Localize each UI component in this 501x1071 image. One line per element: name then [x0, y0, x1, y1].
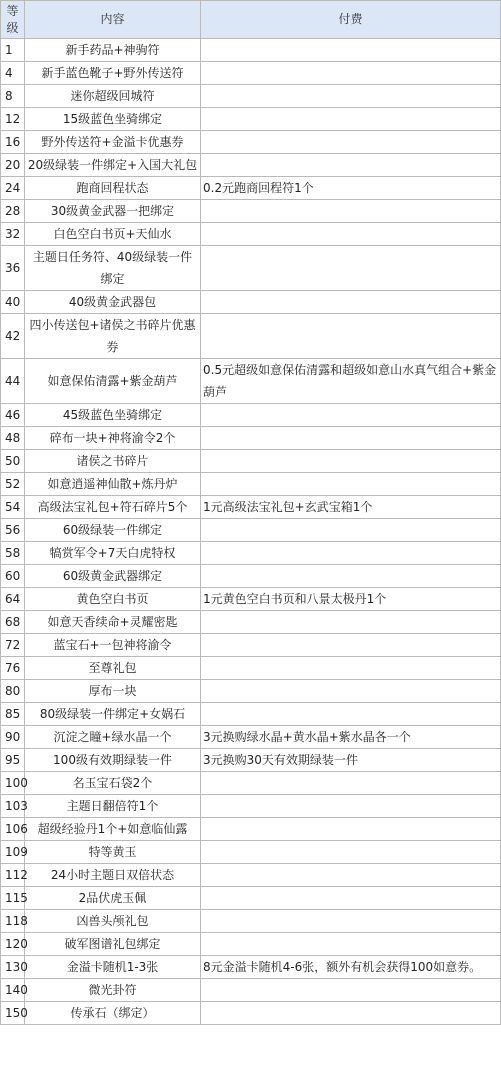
- level-cell[interactable]: 150: [1, 1002, 25, 1025]
- table-row: [1, 246, 501, 291]
- level-cell[interactable]: 58: [1, 542, 25, 565]
- table-row: [1, 39, 501, 62]
- level-cell[interactable]: 24: [1, 177, 25, 200]
- level-cell[interactable]: 60: [1, 565, 25, 588]
- fee-cell[interactable]: 3元换购绿水晶+黄水晶+紫水晶各一个: [201, 726, 501, 749]
- header-row: [1, 1, 501, 39]
- content-cell[interactable]: 40级黄金武器包: [25, 291, 201, 314]
- fee-cell[interactable]: [201, 634, 501, 657]
- level-cell[interactable]: 28: [1, 200, 25, 223]
- table-row: [1, 291, 501, 314]
- level-cell[interactable]: 52: [1, 473, 25, 496]
- fee-cell[interactable]: [201, 864, 501, 887]
- table-row: [1, 85, 501, 108]
- fee-cell[interactable]: [201, 565, 501, 588]
- level-cell[interactable]: 72: [1, 634, 25, 657]
- content-cell[interactable]: 传承石（绑定）: [25, 1002, 201, 1025]
- table-row: [1, 542, 501, 565]
- level-cell[interactable]: 16: [1, 131, 25, 154]
- table-row: [1, 611, 501, 634]
- level-cell[interactable]: 44: [1, 359, 25, 404]
- fee-cell[interactable]: [201, 933, 501, 956]
- table-row: [1, 131, 501, 154]
- table-row: [1, 519, 501, 542]
- table-row: [1, 657, 501, 680]
- content-cell[interactable]: 15级蓝色坐骑绑定: [25, 108, 201, 131]
- level-cell[interactable]: 64: [1, 588, 25, 611]
- table-row: [1, 450, 501, 473]
- table-row: [1, 634, 501, 657]
- table-row: [1, 956, 501, 979]
- table-row: [1, 62, 501, 85]
- fee-cell[interactable]: [201, 39, 501, 62]
- level-cell[interactable]: 103: [1, 795, 25, 818]
- level-cell[interactable]: 100: [1, 772, 25, 795]
- level-cell[interactable]: 95: [1, 749, 25, 772]
- fee-cell[interactable]: [201, 200, 501, 223]
- level-cell[interactable]: 120: [1, 933, 25, 956]
- content-cell[interactable]: 破军图谱礼包绑定: [25, 933, 201, 956]
- content-cell[interactable]: 24小时主题日双倍状态: [25, 864, 201, 887]
- content-cell[interactable]: 微光卦符: [25, 979, 201, 1002]
- content-cell[interactable]: 迷你超级回城符: [25, 85, 201, 108]
- content-cell[interactable]: 厚布一块: [25, 680, 201, 703]
- table-row: [1, 177, 501, 200]
- fee-cell[interactable]: [201, 291, 501, 314]
- content-cell[interactable]: 黄色空白书页: [25, 588, 201, 611]
- fee-cell[interactable]: [201, 314, 501, 359]
- fee-cell[interactable]: 3元换购30天有效期绿装一件: [201, 749, 501, 772]
- content-cell[interactable]: 80级绿装一件绑定+女娲石: [25, 703, 201, 726]
- content-cell[interactable]: 30级黄金武器一把绑定: [25, 200, 201, 223]
- fee-cell[interactable]: 1元高级法宝礼包+玄武宝箱1个: [201, 496, 501, 519]
- level-cell[interactable]: 1: [1, 39, 25, 62]
- level-cell[interactable]: 32: [1, 223, 25, 246]
- fee-cell[interactable]: 1元黄色空白书页和八景太极丹1个: [201, 588, 501, 611]
- level-cell[interactable]: 56: [1, 519, 25, 542]
- content-cell[interactable]: 主题日任务符、40级绿装一件绑定: [25, 246, 201, 291]
- level-cell[interactable]: 85: [1, 703, 25, 726]
- fee-cell[interactable]: [201, 680, 501, 703]
- table-row: [1, 473, 501, 496]
- fee-cell[interactable]: [201, 62, 501, 85]
- table-row: [1, 933, 501, 956]
- content-cell[interactable]: 高级法宝礼包+符石碎片5个: [25, 496, 201, 519]
- content-cell[interactable]: 碎布一块+神将渝令2个: [25, 427, 201, 450]
- table-row: [1, 703, 501, 726]
- table-row: [1, 887, 501, 910]
- level-cell[interactable]: 76: [1, 657, 25, 680]
- fee-cell[interactable]: 0.2元跑商回程符1个: [201, 177, 501, 200]
- level-header-line1: 等: [6, 3, 19, 18]
- fee-cell[interactable]: [201, 131, 501, 154]
- table-row: [1, 565, 501, 588]
- fee-cell[interactable]: [201, 910, 501, 933]
- content-cell[interactable]: 如意天香续命+灵耀密匙: [25, 611, 201, 634]
- content-cell[interactable]: 20级绿装一件绑定+入国大礼包: [25, 154, 201, 177]
- level-cell[interactable]: 42: [1, 314, 25, 359]
- content-cell[interactable]: 45级蓝色坐骑绑定: [25, 404, 201, 427]
- content-cell[interactable]: 新手药品+神驹符: [25, 39, 201, 62]
- level-cell[interactable]: 109: [1, 841, 25, 864]
- fee-cell[interactable]: [201, 772, 501, 795]
- fee-cell[interactable]: [201, 223, 501, 246]
- fee-cell[interactable]: [201, 450, 501, 473]
- content-cell[interactable]: 60级黄金武器绑定: [25, 565, 201, 588]
- fee-cell[interactable]: [201, 703, 501, 726]
- content-cell[interactable]: 如意逍遥神仙散+炼丹炉: [25, 473, 201, 496]
- fee-cell[interactable]: [201, 154, 501, 177]
- table-row: [1, 910, 501, 933]
- table-row: [1, 223, 501, 246]
- level-cell[interactable]: 112: [1, 864, 25, 887]
- level-cell[interactable]: 80: [1, 680, 25, 703]
- level-cell[interactable]: 130: [1, 956, 25, 979]
- content-cell[interactable]: 超级经验丹1个+如意临仙露: [25, 818, 201, 841]
- level-cell[interactable]: 36: [1, 246, 25, 291]
- level-cell[interactable]: 40: [1, 291, 25, 314]
- content-cell[interactable]: 60级绿装一件绑定: [25, 519, 201, 542]
- table-row: [1, 314, 501, 359]
- content-cell[interactable]: 沉淀之瞳+绿水晶一个: [25, 726, 201, 749]
- table-row: [1, 795, 501, 818]
- fee-cell[interactable]: [201, 108, 501, 131]
- level-cell[interactable]: 8: [1, 85, 25, 108]
- content-cell[interactable]: 跑商回程状态: [25, 177, 201, 200]
- fee-cell[interactable]: [201, 427, 501, 450]
- fee-cell[interactable]: [201, 473, 501, 496]
- fee-header: 付费: [201, 1, 501, 39]
- content-cell[interactable]: 诸侯之书碎片: [25, 450, 201, 473]
- table-row: [1, 680, 501, 703]
- fee-cell[interactable]: [201, 404, 501, 427]
- fee-cell[interactable]: 0.5元超级如意保佑清露和超级如意山水真气组合+紫金葫芦: [201, 359, 501, 404]
- content-cell[interactable]: 金溢卡随机1-3张: [25, 956, 201, 979]
- fee-cell[interactable]: 8元金溢卡随机4-6张，额外有机会获得100如意券。: [201, 956, 501, 979]
- table-row: [1, 496, 501, 519]
- content-cell[interactable]: 100级有效期绿装一件: [25, 749, 201, 772]
- level-cell[interactable]: 54: [1, 496, 25, 519]
- table-row: [1, 200, 501, 223]
- content-cell[interactable]: 2品伏虎玉佩: [25, 887, 201, 910]
- level-cell[interactable]: 115: [1, 887, 25, 910]
- table-row: [1, 404, 501, 427]
- level-cell[interactable]: 46: [1, 404, 25, 427]
- level-cell[interactable]: 50: [1, 450, 25, 473]
- content-cell[interactable]: 犒赏军令+7天白虎特权: [25, 542, 201, 565]
- level-cell[interactable]: 118: [1, 910, 25, 933]
- fee-cell[interactable]: [201, 657, 501, 680]
- table-row: [1, 726, 501, 749]
- content-cell[interactable]: 名玉宝石袋2个: [25, 772, 201, 795]
- content-cell[interactable]: 特等黄玉: [25, 841, 201, 864]
- table-row: [1, 979, 501, 1002]
- fee-cell[interactable]: [201, 246, 501, 291]
- level-cell[interactable]: 140: [1, 979, 25, 1002]
- table-row: [1, 818, 501, 841]
- content-cell[interactable]: 蓝宝石+一包神将渝令: [25, 634, 201, 657]
- content-cell[interactable]: 新手蓝色靴子+野外传送符: [25, 62, 201, 85]
- content-cell[interactable]: 四小传送包+诸侯之书碎片优惠券: [25, 314, 201, 359]
- table-row: [1, 154, 501, 177]
- level-cell[interactable]: 48: [1, 427, 25, 450]
- table-row: [1, 108, 501, 131]
- content-cell[interactable]: 如意保佑清露+紫金葫芦: [25, 359, 201, 404]
- table-row: [1, 1002, 501, 1025]
- level-cell[interactable]: 90: [1, 726, 25, 749]
- content-cell[interactable]: 至尊礼包: [25, 657, 201, 680]
- fee-cell[interactable]: [201, 519, 501, 542]
- content-cell[interactable]: 主题日翻倍符1个: [25, 795, 201, 818]
- table-row: [1, 749, 501, 772]
- level-cell[interactable]: 106: [1, 818, 25, 841]
- content-cell[interactable]: 白色空白书页+天仙水: [25, 223, 201, 246]
- level-header: [1, 1, 25, 39]
- table-body: [1, 39, 501, 1025]
- level-cell[interactable]: 4: [1, 62, 25, 85]
- fee-cell[interactable]: [201, 85, 501, 108]
- fee-cell[interactable]: [201, 542, 501, 565]
- fee-cell[interactable]: [201, 1002, 501, 1025]
- content-cell[interactable]: 凶兽头颅礼包: [25, 910, 201, 933]
- fee-cell[interactable]: [201, 979, 501, 1002]
- table-row: [1, 772, 501, 795]
- table-row: [1, 864, 501, 887]
- level-cell[interactable]: 68: [1, 611, 25, 634]
- level-header-line2: 级: [6, 20, 19, 35]
- fee-cell[interactable]: [201, 611, 501, 634]
- level-cell[interactable]: 12: [1, 108, 25, 131]
- table-row: [1, 427, 501, 450]
- fee-cell[interactable]: [201, 818, 501, 841]
- content-header: 内容: [25, 1, 201, 39]
- table-row: [1, 841, 501, 864]
- fee-cell[interactable]: [201, 841, 501, 864]
- fee-cell[interactable]: [201, 795, 501, 818]
- fee-cell[interactable]: [201, 887, 501, 910]
- table-row: [1, 588, 501, 611]
- content-cell[interactable]: 野外传送符+金溢卡优惠券: [25, 131, 201, 154]
- level-cell[interactable]: 20: [1, 154, 25, 177]
- table-row: [1, 359, 501, 404]
